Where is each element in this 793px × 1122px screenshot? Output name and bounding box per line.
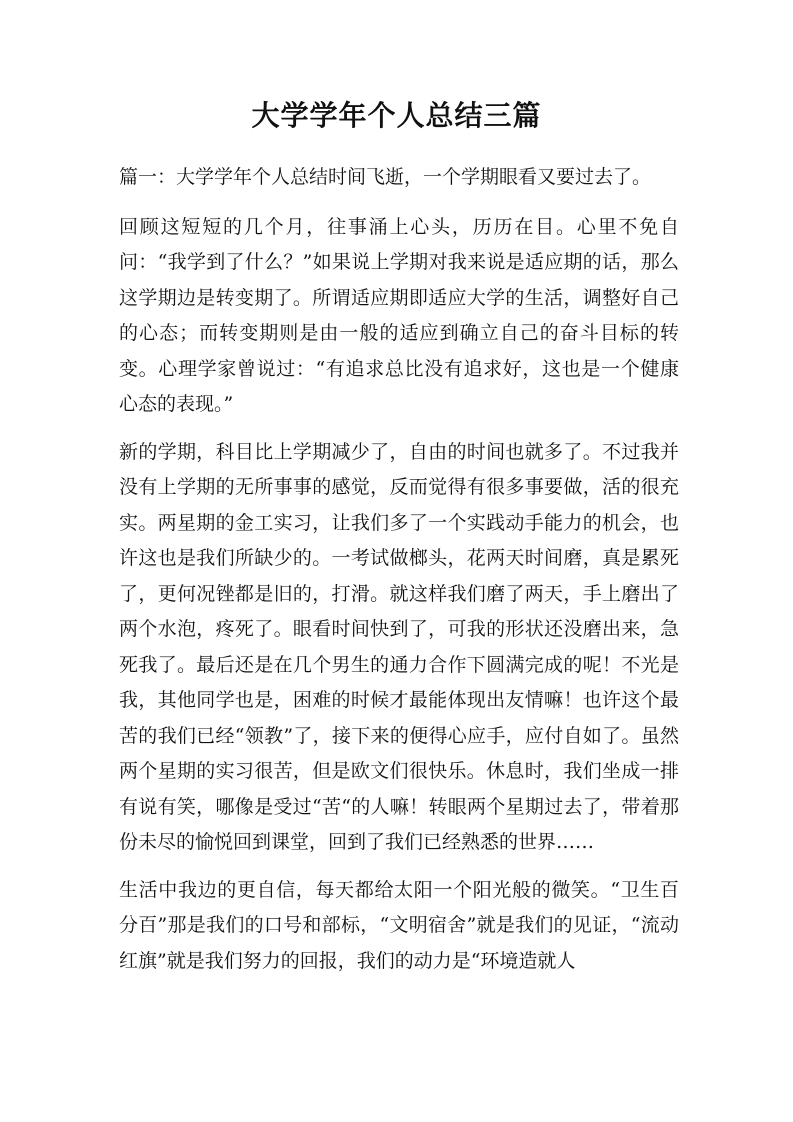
paragraph-1: 篇一：大学学年个人总结时间飞逝，一个学期眼看又要过去了。	[119, 166, 652, 188]
document-title: 大学学年个人总结三篇	[251, 99, 542, 132]
document-body	[119, 160, 679, 979]
paragraph-3: 新的学期，科目比上学期减少了，自由的时间也就多了。不过我并没有上学期的无所事事的感觉，反而觉得有很多事要做，活的很充实。两星期的金工实习，让我们多了一个实践动手能力的机会，也许这也是我们所缺少的。一考试做榔头，花两天时间磨，真是累死了，更何况锉都是旧的，打滑。就这样我们磨了两天，手上磨出了两个水泡，疼死了。眼看时间快到了，可我的形状还没磨出来，急死我了。最后还是在几个男生的通力合作下圆满完成的呢！不光是我，其他同学也是，困难的时候才最能体现出友情嘛！也许这个最苦的我们已经“领教”了，接下来的便得心应手，应付自如了。虽然两个星期的实习很苦，但是欧文们很快乐。休息时，我们坐成一排有说有笑，哪像是受过“苦“的人嘛！转眼两个星期过去了，带着那份未尽的愉悦回到课堂，回到了我们已经熟悉的世界……	[119, 440, 679, 853]
paragraph-2: 回顾这短短的几个月，往事涌上心头，历历在目。心里不免自问：“我学到了什么？”如果说上学期对我来说是适应期的话，那么这学期边是转变期了。所谓适应期即适应大学的生活，调整好自己的心态；而转变期则是由一般的适应到确立自己的奋斗目标的转变。心理学家曾说过：“有追求总比没有追求好，这也是一个健康心态的表现。”	[119, 215, 679, 415]
paragraph-4: 生活中我边的更自信，每天都给太阳一个阳光般的微笑。“卫生百分百”那是我们的口号和部标，“文明宿舍”就是我们的见证，“流动红旗”就是我们努力的回报，我们的动力是“环境造就人	[119, 878, 679, 972]
